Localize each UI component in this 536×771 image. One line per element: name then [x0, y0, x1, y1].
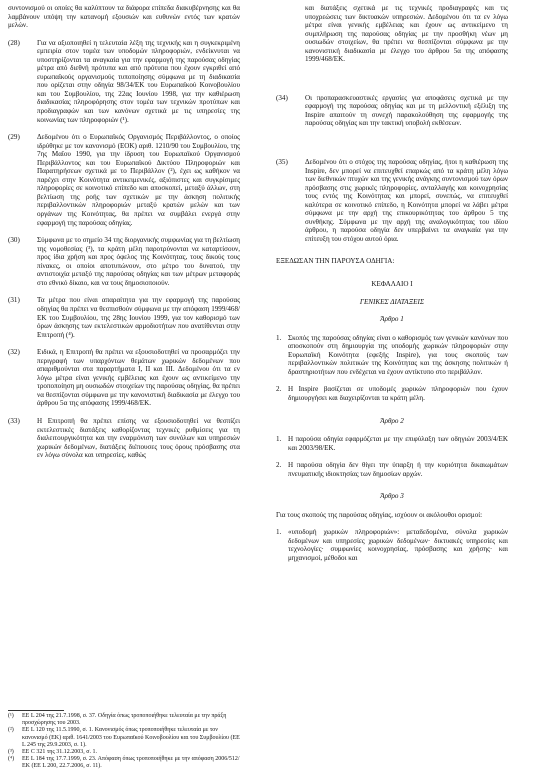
right-intro: [276, 4, 508, 64]
chapter-number: ΚΕΦΑΛΑΙΟ I: [371, 280, 413, 289]
footnotes: [8, 713, 240, 771]
footnote-text: ΕΕ L 120 της 11.5.1990, σ. 1. Κανονισμός όπως τροποποιήθηκε τελευταία με τον κανονισμό (ΕΚ) αριθ. 1641/2003 του Ευρωπαϊκού Κοινοβουλίου και του Συμβουλίου (ΕΕ L 245 της 29.9.2003, σ. 1).: [22, 727, 240, 748]
paragraph-number: 2.: [276, 385, 282, 394]
recital-number: (32): [8, 348, 20, 357]
recital-32: [8, 348, 240, 408]
chapter-title: ΓΕΝΙΚΕΣ ΔΙΑΤΑΞΕΙΣ: [359, 297, 425, 306]
footnote-number: (⁴): [8, 756, 15, 763]
left-intro-text: συντονισμού οι οποίες θα καλύπτουν τα διάφορα επίπεδα διακυβέρνησης και θα λαμβάνουν υπόψη την κατανομή εξουσιών και ευθυνών εντός των κρατών μελών.: [8, 4, 240, 30]
article-3-paragraph-1: [276, 528, 508, 562]
paragraph-number: 1.: [276, 528, 282, 537]
article-2-title: Άρθρο 2: [380, 416, 404, 425]
adoption-formula: ΕΞΕΔΩΣΑΝ ΤΗΝ ΠΑΡΟΥΣΑ ΟΔΗΓΙΑ:: [276, 257, 395, 266]
recital-30: [8, 236, 240, 287]
footnote-1: [8, 713, 240, 727]
article-3-intro: Για τους σκοπούς της παρούσας οδηγίας, ισχύουν οι ακόλουθοι ορισμοί:: [276, 510, 483, 519]
footnote-number: (³): [8, 749, 14, 756]
footnote-number: (²): [8, 727, 14, 734]
article-1-paragraph-2: [276, 385, 508, 402]
footnote-text: ΕΕ L 184 της 17.7.1999, σ. 23. Απόφαση όπως τροποποιήθηκε με την απόφαση 2006/512/ΕΚ (ΕΕ L 200, 22.7.2006, σ. 11).: [22, 756, 240, 770]
recital-text: Ειδικά, η Επιτροπή θα πρέπει να εξουσιοδοτηθεί να προσαρμόζει την περιγραφή των υπαρχόντων θεμάτων χωρικών δεδομένων που απαριθμούνται στα παραρτήματα I, II και III. Δεδομένου ότι τα εν λόγω μέτρα είναι γενικής εμβέλειας και έχουν ως αντικείμενο την τροποποίηση μη ουσιωδών στοιχείων της παρούσας οδηγίας, θα πρέπει να θεσπίζονται σύμφωνα με την κανονιστική διαδικασία με έλεγχο του άρθρου 5α της απόφασης 1999/468/ΕΚ.: [37, 348, 241, 408]
recital-33: [8, 417, 240, 460]
article-2-paragraph-1: [276, 435, 508, 452]
paragraph-text: Σκοπός της παρούσας οδηγίας είναι ο καθορισμός των γενικών κανόνων που αποσκοπούν στη δημιουργία της υποδομής χωρικών πληροφοριών στην Ευρωπαϊκή Κοινότητα (εφεξής Inspire), για τους σκοπούς των περιβαλλοντικών πολιτικών της Κοινότητας και της άσκησης πολιτικών ή δραστηριοτήτων που ενδέχεται να έχουν αντίκτυπο στο περιβάλλον.: [288, 333, 508, 376]
recital-number: (28): [8, 38, 20, 47]
recital-number: (31): [8, 296, 20, 305]
paragraph-number: 2.: [276, 461, 282, 470]
recital-34: [276, 94, 508, 128]
recital-number: (33): [8, 416, 20, 425]
right-column: [276, 0, 508, 563]
recital-number: (29): [8, 133, 20, 142]
paragraph-number: 1.: [276, 435, 282, 444]
recital-number: (30): [8, 236, 20, 245]
left-column: [8, 0, 240, 460]
recital-text: Δεδομένου ότι ο Ευρωπαϊκός Οργανισμός Περιβάλλοντος, ο οποίος ιδρύθηκε με τον κανονισμό (ΕΟΚ) αριθ. 1210/90 του Συμβουλίου, της 7ης Μαΐου 1990, για την ίδρυση του Ευρωπαϊκού Οργανισμού Περιβάλλοντος και του Ευρωπαϊκού Δικτύου Πληροφοριών και Παρατηρήσεων σχετικά με το Περιβάλλον (²), έχει ως καθήκον να παρέχει στην Κοινότητα αντικειμενικές, αξιόπιστες και συγκρίσιμες πληροφορίες σε κοινοτικό επίπεδο και αποσκοπεί, μεταξύ άλλων, στη βελτίωση της ροής των σχετικών με την άσκηση πολιτικής περιβαλλοντικών πληροφοριών μεταξύ κρατών μελών και των οργάνων της Κοινότητας, θα πρέπει να συμβάλει ενεργά στην εφαρμογή της παρούσας οδηγίας.: [37, 133, 240, 227]
article-2-paragraph-2: [276, 461, 508, 478]
paragraph-number: 1.: [276, 333, 282, 342]
recital-text: Δεδομένου ότι ο στόχος της παρούσας οδηγίας, ήτοι η καθιέρωση της Inspire, δεν μπορεί να επιτευχθεί επαρκώς από τα κράτη μέλη λόγω των διεθνικών πτυχών και της γενικής ανάγκης συντονισμού των όρων πρόσβασης στις χωρικές πληροφορίες, ανταλλαγής και κοινοχρησίας τους εντός της Κοινότητας και μπορεί, συνεπώς, να επιτευχθεί καλύτερα σε κοινοτικό επίπεδο, η Κοινότητα μπορεί να λάβει μέτρα σύμφωνα με την αρχή της επικουρικότητας του άρθρου 5 της συνθήκης. Σύμφωνα με την αρχή της αναλογικότητας του ιδίου άρθρου, η παρούσα οδηγία δεν υπερβαίνει τα αναγκαία για την επίτευξη του στόχου αυτού όρια.: [305, 158, 508, 243]
recital-number: (34): [276, 93, 288, 102]
recital-35: [276, 158, 508, 243]
recital-28: [8, 39, 240, 124]
footnote-2: [8, 727, 240, 749]
article-1-title: Άρθρο 1: [380, 315, 404, 324]
recital-text: Για να αξιοποιηθεί η τελευταία λέξη της τεχνικής και η συγκεκριμένη εμπειρία στον τομέα των υποδομών πληροφοριών, ενδείκνυται να υποστηρίζονται τα αναγκαία για την εφαρμογή της παρούσας οδηγίας μέτρα από διεθνή πρότυπα και από πρότυπα που έχουν εγκριθεί από ευρωπαϊκούς οργανισμούς τυποποίησης σύμφωνα με τη διαδικασία που ορίζεται στην οδηγία 98/34/ΕΚ του Ευρωπαϊκού Κοινοβουλίου και του Συμβουλίου, της 22ας Ιουνίου 1998, για την καθιέρωση διαδικασίας πληροφόρησης στον τομέα των τεχνικών προτύπων και προδιαγραφών και των κανόνων σχετικά με τις υπηρεσίες της κοινωνίας των πληροφοριών (¹).: [37, 38, 240, 124]
recital-31: [8, 296, 240, 339]
article-1-paragraph-1: [276, 334, 508, 377]
recital-text: Τα μέτρα που είναι απαραίτητα για την εφαρμογή της παρούσας οδηγίας θα πρέπει να θεσπισθούν σύμφωνα με την απόφαση 1999/468/ΕΚ του Συμβουλίου, της 28ης Ιουνίου 1999, για τον καθορισμό των όρων άσκησης των εκτελεστικών αρμοδιοτήτων που ανατίθενται στην Επιτροπή (⁴).: [37, 296, 240, 339]
footnote-number: (¹): [8, 713, 14, 719]
paragraph-text: «υποδομή χωρικών πληροφοριών»: μεταδεδομένα, σύνολα χωρικών δεδομένων και υπηρεσίες χωρικών δεδομένων· δικτυακές υπηρεσίες και τεχνολογίες· συμφωνίες κοινοχρησίας, πρόσβασης και χρήσης· και μηχανισμοί, μέθοδοι και: [288, 528, 508, 562]
paragraph-text: Η παρούσα οδηγία δεν θίγει την ύπαρξη ή την κυριότητα δικαιωμάτων πνευματικής ιδιοκτησίας των δημοσίων αρχών.: [288, 461, 508, 478]
article-3-title: Άρθρο 3: [380, 492, 404, 501]
recital-text: Η Επιτροπή θα πρέπει επίσης να εξουσιοδοτηθεί να θεσπίζει εκτελεστικές διατάξεις καθορίζοντας τεχνικές ρυθμίσεις για τη διαλειτουργικότητα και την εναρμόνιση των συνόλων και υπηρεσιών χωρικών δεδομένων, διατάξεις διέπουσες τους όρους πρόσβασης στα εν λόγω σύνολα και υπηρεσίες, καθώς: [37, 416, 240, 460]
paragraph-text: Η παρούσα οδηγία εφαρμόζεται με την επιφύλαξη των οδηγιών 2003/4/ΕΚ και 2003/98/ΕΚ.: [288, 435, 508, 452]
recital-29: [8, 133, 240, 227]
paragraph-text: Η Inspire βασίζεται σε υποδομές χωρικών πληροφοριών που έχουν δημιουργήσει και διαχειρίζονται τα κράτη μέλη.: [288, 385, 508, 402]
footnote-divider: [8, 710, 64, 711]
footnote-text: ΕΕ L 204 της 21.7.1998, σ. 37. Οδηγία όπως τροποποιήθηκε τελευταία με την πράξη προσχώρησης του 2003.: [22, 713, 227, 727]
right-intro-text: και διατάξεις σχετικά με τις τεχνικές προδιαγραφές και τις υποχρεώσεις των δικτυακών υπηρεσιών. Δεδομένου ότι τα εν λόγω μέτρα είναι γενικής εμβέλειας και έχουν ως αντικείμενο τη συμπλήρωση της παρούσας οδηγίας με την προσθήκη νέων μη ουσιωδών στοιχείων, θα πρέπει να θεσπίζονται σύμφωνα με την κανονιστική διαδικασία με έλεγχο του άρθρου 5α της απόφασης 1999/468/ΕΚ.: [305, 4, 508, 64]
recital-number: (35): [276, 158, 288, 167]
recital-text: Οι προπαρασκευαστικές εργασίες για αποφάσεις σχετικά με την εφαρμογή της παρούσας οδηγίας και με τη μελλοντική εξέλιξη της Inspire απαιτούν τη συνεχή παρακολούθηση της εφαρμογής της παρούσας οδηγίας και την τακτική υποβολή εκθέσεων.: [305, 93, 508, 128]
footnote-text: ΕΕ C 321 της 31.12.2003, σ. 1.: [22, 749, 97, 756]
recital-text: Σύμφωνα με το σημείο 34 της διοργανικής συμφωνίας για τη βελτίωση της νομοθεσίας (³), τα κράτη μέλη παροτρύνονται να καταρτίσουν, προς ίδια χρήση και προς όφελος της Κοινότητας, τους δικούς τους πίνακες, οι οποίοι αποτυπώνουν, στο μέτρο του δυνατού, την αντιστοιχία μεταξύ της παρούσας οδηγίας και των μέτρων μεταφοράς στο εθνικό δίκαιο, και να τους δημοσιοποιούν.: [37, 236, 240, 287]
footnote-3: [8, 749, 240, 756]
footnote-4: [8, 756, 240, 770]
